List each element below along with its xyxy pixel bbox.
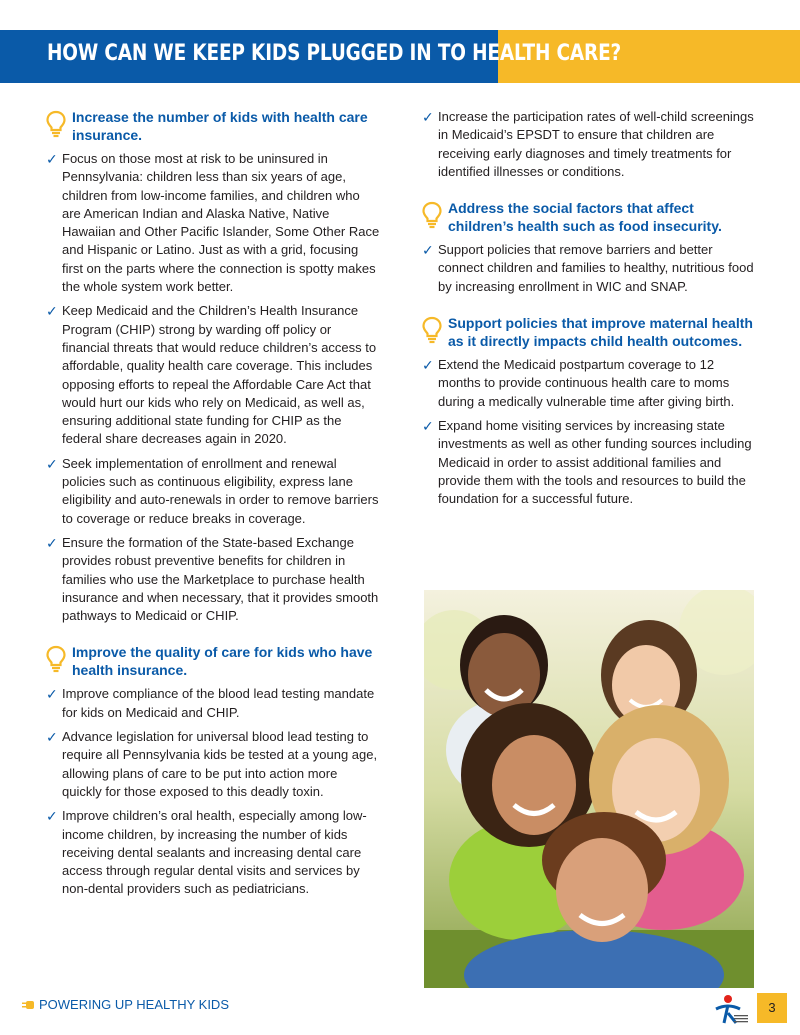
check-icon: ✓ bbox=[422, 109, 434, 125]
right-column bbox=[422, 108, 756, 514]
lightbulb-icon bbox=[422, 201, 442, 229]
list-item bbox=[46, 807, 380, 898]
section-heading bbox=[46, 643, 380, 679]
list-item-text: Increase the participation rates of well-child screenings in Medicaid’s EPSDT to ensure that children are receiving early diagnoses and timely treatments for identified illnesses or conditions. bbox=[438, 109, 754, 179]
check-icon: ✓ bbox=[422, 417, 434, 434]
list-item bbox=[46, 728, 380, 801]
page-title: HOW CAN WE KEEP KIDS PLUGGED IN TO HEALTH CARE? bbox=[47, 41, 622, 66]
list-item bbox=[422, 417, 756, 508]
check-icon: ✓ bbox=[46, 151, 58, 167]
list-item-text: Expand home visiting services by increasing state investments as well as other funding sources including Medicaid in order to assist additional families and provide them with the tools and resources to build the foundation for a successful future. bbox=[438, 417, 752, 507]
check-icon: ✓ bbox=[46, 686, 58, 703]
list-item-text: Keep Medicaid and the Children’s Health Insurance Program (CHIP) strong by warding off policy or financial threats that would reduce children’s access to affordable, quality health care coverage. This includes opposing efforts to repeal the Affordable Care Act that would hurt our kids who rely on Medicaid, as well as, ensuring additional state funding for CHIP as the federal share decreases again in 2020. bbox=[62, 303, 377, 447]
list-item bbox=[422, 356, 756, 411]
section-heading bbox=[46, 108, 380, 144]
list-item bbox=[46, 534, 380, 625]
check-icon: ✓ bbox=[46, 455, 58, 472]
section-heading bbox=[422, 314, 756, 350]
check-icon: ✓ bbox=[422, 242, 434, 259]
list-item-text: Focus on those most at risk to be uninsured in Pennsylvania: children less than six years of age, children from low-income families, and children who are American Indian and Alaska Native, Native Hawaiian and Other Pacific Islander, Some Other Race and Hispanic or Latino. Just as with a grid, focusing first on the parts where the connection is spotty makes the whole system work better. bbox=[62, 151, 380, 295]
list-item-text: Support policies that remove barriers and better connect children and families to healthy, nutritious food by increasing enrollment in WIC and SNAP. bbox=[438, 242, 754, 294]
list-item-text: Ensure the formation of the State-based Exchange provides robust preventive benefits for children in families who use the Marketplace to purchase health insurance and when necessary, that it provides smooth pathways to Medicaid or CHIP. bbox=[62, 534, 379, 624]
list-item bbox=[46, 302, 380, 448]
section-heading-text: Increase the number of kids with health care insurance. bbox=[72, 109, 368, 143]
section-heading-text: Support policies that improve maternal health as it directly impacts child health outcomes. bbox=[448, 315, 753, 350]
children-photo bbox=[424, 590, 754, 988]
check-icon: ✓ bbox=[422, 357, 434, 374]
section-heading-text: Address the social factors that affect children’s health such as food insecurity. bbox=[448, 200, 722, 235]
list-item bbox=[46, 455, 380, 528]
list-item bbox=[46, 150, 380, 296]
children-photo-illustration bbox=[424, 590, 754, 988]
organization-logo bbox=[710, 993, 750, 1031]
section-heading-text: Improve the quality of care for kids who have health insurance. bbox=[72, 644, 373, 679]
check-icon: ✓ bbox=[46, 303, 58, 320]
list-item-text: Improve compliance of the blood lead testing mandate for kids on Medicaid and CHIP. bbox=[62, 686, 375, 720]
lightbulb-icon bbox=[46, 645, 66, 673]
page-number: 3 bbox=[757, 993, 787, 1023]
check-icon: ✓ bbox=[46, 729, 58, 746]
list-item-text: Improve children’s oral health, especially among low-income children, by increasing the number of kids receiving dental sealants and increasing dental care access through regular dental visits and services by non-dental providers such as pediatricians. bbox=[62, 808, 367, 897]
list-item-text: Seek implementation of enrollment and renewal policies such as continuous eligibility, express lane eligibility and auto-renewals in order to remove barriers to coverage or reduce breaks in coverage. bbox=[62, 455, 379, 526]
footer-tagline-text: POWERING UP HEALTHY KIDS bbox=[39, 997, 229, 1012]
footer-tagline bbox=[22, 997, 229, 1012]
lightbulb-icon bbox=[422, 316, 442, 344]
left-column bbox=[46, 108, 380, 905]
list-item-text: Extend the Medicaid postpartum coverage to 12 months to provide continuous health care to moms during a medically vulnerable time after giving birth. bbox=[438, 357, 735, 409]
list-item-text: Advance legislation for universal blood lead testing to require all Pennsylvania kids be tested at a young age, allowing plans of care to be put into action more quickly for those exposed to this deadly toxin. bbox=[62, 729, 378, 799]
lightbulb-icon bbox=[46, 110, 66, 138]
section-heading bbox=[422, 199, 756, 235]
check-icon: ✓ bbox=[46, 808, 58, 825]
list-item bbox=[422, 108, 756, 181]
plug-icon bbox=[22, 1000, 36, 1010]
check-icon: ✓ bbox=[46, 534, 58, 551]
list-item bbox=[46, 685, 380, 722]
list-item bbox=[422, 241, 756, 296]
